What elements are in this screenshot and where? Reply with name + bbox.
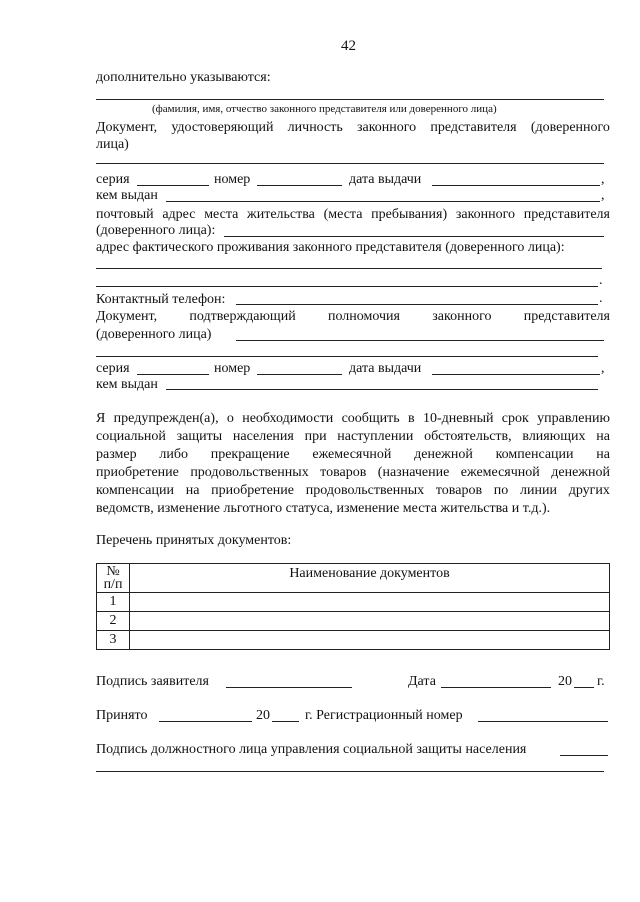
authority-doc-field-2[interactable] <box>96 356 598 357</box>
year-field[interactable] <box>574 687 594 688</box>
authority-word: Документ, <box>96 309 158 324</box>
warning-word: компенсации <box>96 483 174 498</box>
intro-text: дополнительно указываются: <box>96 70 271 85</box>
issue-date-label: дата выдачи <box>349 361 422 376</box>
doc-name-header: Наименование документов <box>130 564 610 593</box>
warning-word: по <box>493 483 509 498</box>
warning-word: приобретение <box>211 483 295 498</box>
warning-word: товаров <box>320 465 367 480</box>
warning-word: в <box>408 411 415 426</box>
warning-word: денежной <box>551 465 610 480</box>
warning-word: линии <box>520 483 557 498</box>
num-header <box>97 564 130 593</box>
applicant-signature-label: Подпись заявителя <box>96 674 209 689</box>
warning-word: предупрежден(а), <box>113 411 219 426</box>
warning-word: срок <box>501 411 529 426</box>
warning-word: на <box>596 429 610 444</box>
issue-date-field[interactable] <box>432 374 600 375</box>
warning-word: управлению <box>537 411 610 426</box>
warning-word: товаров <box>435 483 483 498</box>
series-label: серия <box>96 361 130 376</box>
warning-word: размер <box>96 447 137 462</box>
docs-table-header <box>97 564 610 593</box>
period: . <box>599 273 603 288</box>
accepted-label: Принято <box>96 708 148 723</box>
postal-word: пребывания) <box>371 207 448 222</box>
id-doc-word: Документ, <box>96 120 158 135</box>
reg-number-field[interactable] <box>478 721 608 722</box>
table-row <box>97 593 610 612</box>
id-doc-label-cont: лица) <box>96 137 129 152</box>
warning-word: обстоятельств, <box>424 429 512 444</box>
postal-address-label <box>96 207 610 223</box>
postal-word: места <box>204 207 239 222</box>
docs-list-title: Перечень принятых документов: <box>96 533 292 548</box>
warning-word: сообщить <box>341 411 400 426</box>
comma: , <box>601 172 605 187</box>
warning-line <box>96 429 610 445</box>
row-number: 1 <box>97 593 130 612</box>
postal-word: адрес <box>162 207 196 222</box>
date-label: Дата <box>408 674 436 689</box>
authority-doc-label <box>96 309 610 325</box>
warning-word: продовольственных <box>305 483 425 498</box>
warning-line <box>96 447 610 463</box>
phone-label: Контактный телефон: <box>96 292 226 307</box>
id-doc-line[interactable] <box>96 163 604 164</box>
page-number: 42 <box>341 38 356 54</box>
warning-word: при <box>304 429 327 444</box>
warning-word: населения <box>232 429 294 444</box>
warning-line <box>96 483 610 499</box>
authority-doc-label-cont: (доверенного лица) <box>96 327 212 342</box>
warning-word: на <box>185 483 200 498</box>
row-number: 2 <box>97 612 130 631</box>
id-doc-word: личность <box>287 120 343 135</box>
warning-word: необходимости <box>242 411 334 426</box>
num-header-line2: п/п <box>103 577 123 592</box>
id-doc-word: (доверенного <box>530 120 610 135</box>
postal-word: почтовый <box>96 207 154 222</box>
actual-address-label: адрес фактического проживания законного представителя (доверенного лица): <box>96 240 565 255</box>
warning-word: защиты <box>176 429 223 444</box>
issued-by-field[interactable] <box>166 201 600 202</box>
warning-last-line: ведомств, изменение льготного статуса, изменение места жительства и т.д.). <box>96 501 551 516</box>
series-label: серия <box>96 172 130 187</box>
year-suffix: г. <box>597 674 605 689</box>
postal-address-field[interactable] <box>224 236 604 237</box>
id-doc-word: удостоверяющий <box>171 120 274 135</box>
authority-doc-field-1[interactable] <box>236 340 604 341</box>
actual-address-field-2[interactable] <box>96 286 598 287</box>
rep-name-caption: (фамилия, имя, отчество законного представителя или доверенного лица) <box>152 103 497 115</box>
number-field[interactable] <box>257 185 342 186</box>
id-doc-word: законного <box>356 120 417 135</box>
row-number: 3 <box>97 631 130 650</box>
accepted-year-field[interactable] <box>272 721 299 722</box>
warning-word: прекращение <box>210 447 290 462</box>
postal-word: представителя <box>523 207 610 222</box>
warning-word: ежемесячной <box>460 465 540 480</box>
comma: , <box>601 188 605 203</box>
issued-by-field[interactable] <box>166 389 598 390</box>
docs-table <box>96 563 610 650</box>
warning-word: влияющих <box>522 429 586 444</box>
phone-field[interactable] <box>236 304 598 305</box>
number-field[interactable] <box>257 374 342 375</box>
warning-word: социальной <box>96 429 166 444</box>
accepted-date-field[interactable] <box>159 721 252 722</box>
applicant-signature-field[interactable] <box>226 687 352 688</box>
accepted-year-prefix: 20 <box>256 708 270 723</box>
comma: , <box>601 361 605 376</box>
issued-by-label: кем выдан <box>96 377 158 392</box>
table-row <box>97 631 610 650</box>
warning-word: 10-дневный <box>422 411 494 426</box>
authority-word: законного <box>432 309 492 324</box>
warning-line <box>96 411 610 427</box>
official-signature-line[interactable] <box>96 771 604 772</box>
postal-word: (места <box>323 207 363 222</box>
date-field[interactable] <box>441 687 551 688</box>
warning-word: Я <box>96 411 106 426</box>
authority-word: подтверждающий <box>189 309 296 324</box>
warning-word: ежемесячной <box>312 447 392 462</box>
number-label: номер <box>214 172 251 187</box>
warning-word: компенсации <box>495 447 574 462</box>
id-doc-label <box>96 120 610 136</box>
issue-date-label: дата выдачи <box>349 172 422 187</box>
warning-word: (назначение <box>377 465 450 480</box>
warning-word: о <box>226 411 234 426</box>
period: . <box>599 291 603 306</box>
warning-word: приобретение <box>96 465 179 480</box>
year-prefix: 20 <box>558 674 572 689</box>
authority-word: полномочия <box>327 309 400 324</box>
actual-address-field-1[interactable] <box>96 268 602 269</box>
num-header-line1: № <box>106 564 120 579</box>
table-row <box>97 612 610 631</box>
id-doc-word: представителя <box>430 120 517 135</box>
number-label: номер <box>214 361 251 376</box>
official-signature-label: Подпись должностного лица управления социальной защиты населения <box>96 742 527 757</box>
postal-address-label-cont: (доверенного лица): <box>96 223 216 238</box>
warning-word: на <box>596 447 610 462</box>
doc-name-cell[interactable] <box>130 593 610 612</box>
reg-number-label: г. Регистрационный номер <box>305 708 463 723</box>
series-field[interactable] <box>137 185 209 186</box>
series-field[interactable] <box>137 374 209 375</box>
warning-word: денежной <box>414 447 473 462</box>
postal-word: жительства <box>247 207 315 222</box>
warning-word: либо <box>159 447 188 462</box>
doc-name-cell[interactable] <box>130 612 610 631</box>
issue-date-field[interactable] <box>432 185 600 186</box>
issued-by-label: кем выдан <box>96 188 158 203</box>
warning-line <box>96 465 610 481</box>
rep-name-line[interactable] <box>96 99 604 100</box>
warning-word: наступлении <box>337 429 414 444</box>
warning-word: других <box>568 483 610 498</box>
official-signature-field[interactable] <box>560 755 608 756</box>
warning-word: продовольственных <box>190 465 309 480</box>
doc-name-cell[interactable] <box>130 631 610 650</box>
postal-word: законного <box>455 207 516 222</box>
authority-word: представителя <box>523 309 610 324</box>
